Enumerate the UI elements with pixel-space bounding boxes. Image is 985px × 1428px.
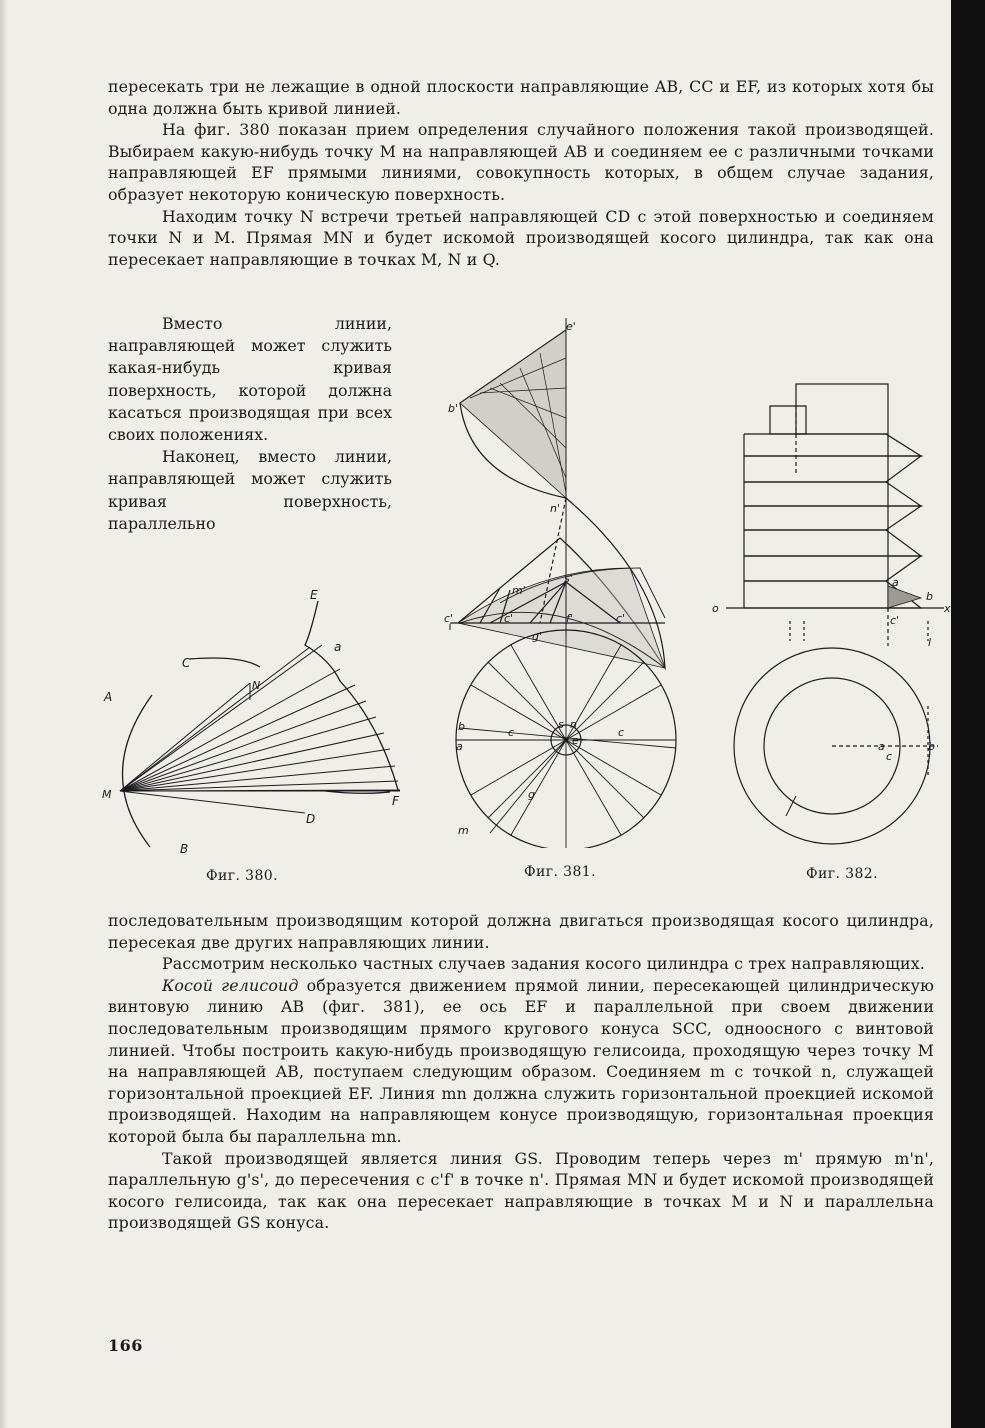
text-block-top [108,76,934,270]
paragraph-8 [108,975,934,1148]
label-g1: g' [532,630,543,643]
page-number: 166 [108,1336,143,1355]
caption-fig-382: Фиг. 382. [806,866,878,882]
label-c1c: c' [616,612,626,625]
curve-C [190,658,260,667]
label-n1: n' [550,502,560,515]
label-b2: b [928,740,935,753]
label-g: g [528,788,535,801]
label-x: x [944,602,951,615]
term-oblique-helicoid: Косой гелисоид [162,975,299,995]
label-b: b [458,720,465,733]
label-b1: b' [448,402,459,415]
figure-381 [440,318,680,848]
label-C: C [182,656,191,670]
label-m: m [458,824,469,837]
label-a: a [892,576,899,589]
label-s1: s' [564,572,573,585]
label-c2: c [886,750,893,763]
figure-382 [706,376,956,846]
top-block [796,384,888,434]
label-e: e [572,734,579,747]
page-edge-left [0,0,8,1428]
paragraph-6: последовательным производящим которой должна двигаться производящая косого цилиндра, пересекая две других направляющих линии. [108,911,934,952]
paragraph-9: Такой производящей является линия GS. Проводим теперь через m' прямую m'n', параллельную g's', до пересечения с c'f' в точке n'. Прямая MN и будет искомой производящей косого гелисоида, так как она пересекает направляющие в точках M и N и параллельна производящей GS конуса. [108,1148,934,1233]
label-l: l [928,636,932,649]
label-c: c [508,726,515,739]
label-o: o [712,602,719,615]
label-a: a [456,740,463,753]
paragraph-5: Наконец, вместо линии, направляющей может служить кривая поверхность, параллельно [108,447,392,533]
paragraph-4: Вместо линии, направляющей может служить какая-нибудь кривая поверхность, которой должна касаться производящая при всех своих положениях. [108,314,392,445]
label-c1b: c' [504,612,514,625]
label-B: B [180,842,189,856]
label-c1: c' [890,614,900,627]
caption-fig-381: Фиг. 381. [524,864,596,880]
paragraph-2: На фиг. 380 показан прием определения случайного положения такой производящей. Выбираем какую-нибудь точку M на направляющей AB и соединяем ее с различными точками направляющей EF прямыми линиями, совокупность которых, в общем случае задания, образует некоторую коническую поверхность. [108,120,934,204]
caption-fig-380: Фиг. 380. [206,868,278,884]
text-block-bottom [108,910,934,1234]
paragraph-1: пересекать три не лежащие в одной плоскости направляющие AB, CC и EF, из которых хотя бы одна должна быть кривой линией. [108,77,934,118]
label-n: n [570,718,577,731]
curve-EF [305,601,398,790]
label-D: D [306,812,316,826]
label-s: s [558,718,564,731]
label-E: E [310,588,318,602]
label-N: N [252,679,261,692]
label-c1: c' [444,612,454,625]
label-b: b [926,590,933,603]
text-block-side [108,313,392,535]
paragraph-8-body: образуется движением прямой линии, пересекающей цилиндрическую винтовую линию AB (фиг. 381), ее ось EF и параллельной при своем движении последовательным производящим прямого кругового конуса SCC, одноосного с винтовой линией. Чтобы построить какую-нибудь производящую гелисоида, проходящую через точку M на направляющей AB, поступаем следующим образом. Соединяем m с точкой n, служащей горизонтальной проекцией EF. Линия mn должна служить горизонтальной проекцией искомой производящей. Находим на направляющем конусе производящую, горизонтальная проекция которой была бы параллельна mn. [108,975,934,1146]
figure-380 [100,585,420,860]
page-edge-right [951,0,985,1428]
label-F: F [392,794,399,808]
paragraph-7: Рассмотрим несколько частных случаев задания косого цилиндра с трех направляющих. [162,954,925,974]
label-A: A [104,690,113,704]
label-f1: f' [566,612,573,625]
label-a: a [334,640,342,654]
label-M: M [102,788,112,801]
label-cr: c [618,726,625,739]
paragraph-3: Находим точку N встречи третьей направляющей CD с этой поверхностью и соединяем точки N и M. Прямая MN и будет искомой производящей косого цилиндра, так как она пересекает направляющие в точках M, N и Q. [108,206,934,269]
label-e1: e' [566,320,576,333]
label-m1: m' [512,584,526,597]
label-a2: a [878,740,885,753]
